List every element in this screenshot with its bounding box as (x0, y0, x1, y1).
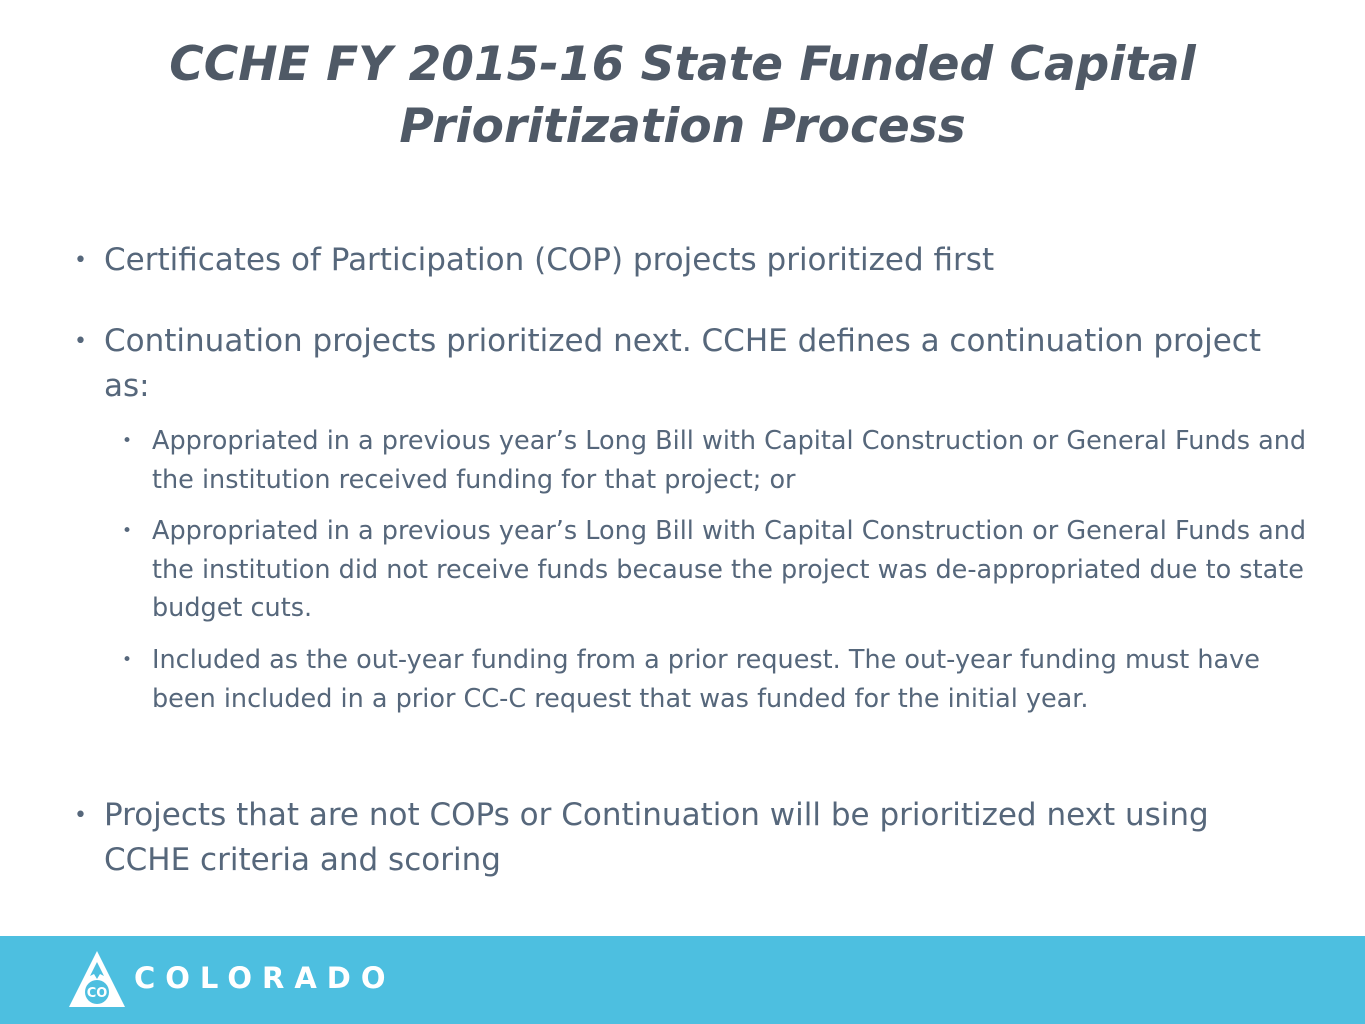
sub-bullet-funded: • Appropriated in a previous year’s Long Bill with Capital Construction or General Funds and the institution received funding for that project; or (152, 422, 1312, 499)
sub-bullet-deappropriated: • Appropriated in a previous year’s Long Bill with Capital Construction or General Funds and the institution did not receive funds because the project was de-appropriated due to state budget cuts. (152, 512, 1312, 628)
bullet-continuation: • Continuation projects prioritized next. CCHE defines a continuation project as: (104, 319, 1284, 409)
sub-bullet-out-year: • Included as the out-year funding from a prior request. The out-year funding must have been included in a prior CC-C request that was funded for the initial year. (152, 641, 1312, 718)
bullet-cop: • Certificates of Participation (COP) projects prioritized first (104, 238, 1284, 283)
footer-bar (0, 936, 1365, 1024)
slide-title (0, 34, 1365, 158)
colorado-wordmark: COLORADO (134, 961, 396, 995)
title-line-1: CCHE FY 2015-16 State Funded Capital (169, 37, 1196, 92)
colorado-logo-icon (66, 948, 128, 1010)
logo-badge-text: CO (86, 986, 108, 1001)
title-line-2: Prioritization Process (399, 99, 966, 154)
bullet-other-projects: • Projects that are not COPs or Continuation will be prioritized next using CCHE criteria and scoring (104, 793, 1284, 883)
